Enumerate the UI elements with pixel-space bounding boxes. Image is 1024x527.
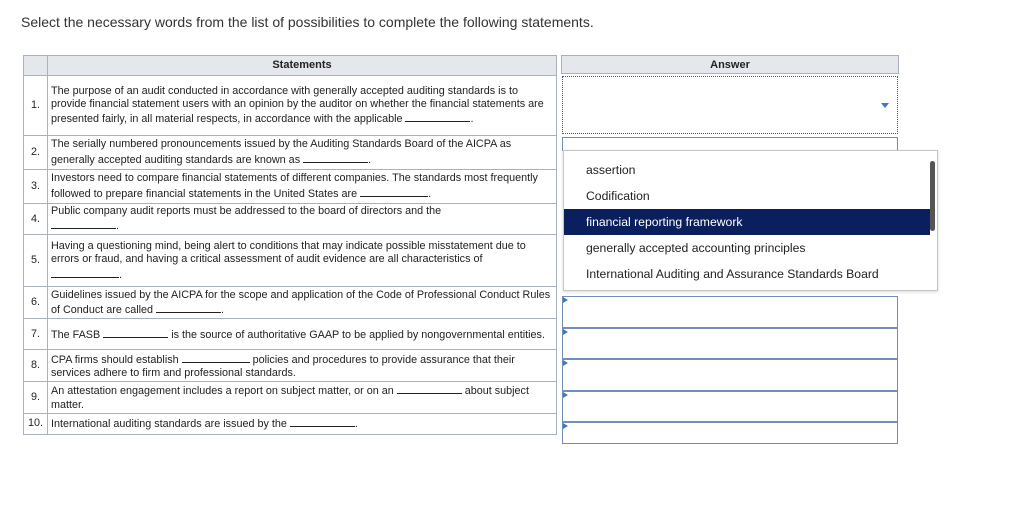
statement-text: Public company audit reports must be addressed to the board of directors and the .	[48, 204, 557, 235]
table-row	[24, 235, 557, 287]
row-number: 1.	[24, 76, 48, 136]
statement-text: CPA firms should establish policies and procedures to provide assurance that their services adhere to firm and professional standards.	[48, 350, 557, 382]
statement-text: Investors need to compare financial statements of different companies. The standards most frequently followed to prepare financial statements in the United States are .	[48, 170, 557, 204]
blank-line	[51, 218, 116, 229]
option-gaap[interactable]: generally accepted accounting principles	[586, 241, 806, 255]
option-assertion[interactable]: assertion	[586, 163, 636, 177]
table-row	[24, 287, 557, 319]
blank-line	[290, 416, 355, 427]
table-row	[24, 170, 557, 204]
answer-dropdown-7[interactable]	[562, 328, 898, 359]
dropdown-marker-icon	[563, 297, 568, 303]
answer-header: Answer	[561, 55, 899, 74]
answer-dropdown-2[interactable]	[562, 137, 898, 151]
statements-header: Statements	[48, 56, 557, 76]
row-number: 3.	[24, 170, 48, 204]
row-number: 2.	[24, 136, 48, 170]
statement-text: Guidelines issued by the AICPA for the scope and application of the Code of Professional Conduct Rules of Conduct are called .	[48, 287, 557, 319]
table-row	[24, 382, 557, 413]
dropdown-scrollbar[interactable]	[930, 161, 935, 231]
statement-text: The serially numbered pronouncements issued by the Auditing Standards Board of the AICPA as generally accepted auditing standards are known as .	[48, 136, 557, 170]
statement-text: Having a questioning mind, being alert to conditions that may indicate possible misstatement due to errors or fraud, and having a critical assessment of audit evidence are all characteristics of .	[48, 235, 557, 287]
row-number: 10.	[24, 413, 48, 434]
blank-line	[103, 327, 168, 338]
statement-text: The FASB is the source of authoritative GAAP to be applied by nongovernmental entities.	[48, 319, 557, 350]
dropdown-marker-icon	[563, 392, 568, 398]
blank-line	[405, 111, 470, 122]
answer-dropdown-1[interactable]	[562, 76, 898, 134]
table-row	[24, 204, 557, 235]
table-row	[24, 136, 557, 170]
table-row	[24, 319, 557, 350]
blank-line	[397, 383, 462, 394]
row-number: 8.	[24, 350, 48, 382]
blank-line	[182, 352, 250, 363]
blank-line	[360, 186, 428, 197]
answer-dropdown-9[interactable]	[562, 391, 898, 422]
chevron-down-icon[interactable]	[881, 103, 889, 108]
option-iaasb[interactable]: International Auditing and Assurance Standards Board	[586, 267, 879, 281]
table-row	[24, 350, 557, 382]
dropdown-list	[563, 150, 938, 291]
dropdown-marker-icon	[563, 423, 568, 429]
row-number: 6.	[24, 287, 48, 319]
dropdown-marker-icon	[563, 329, 568, 335]
row-number: 7.	[24, 319, 48, 350]
row-number: 4.	[24, 204, 48, 235]
num-header	[24, 56, 48, 76]
option-financial-reporting-framework[interactable]: financial reporting framework	[564, 209, 930, 235]
row-number: 5.	[24, 235, 48, 287]
answer-dropdown-8[interactable]	[562, 359, 898, 391]
blank-line	[303, 152, 368, 163]
instructions: Select the necessary words from the list of possibilities to complete the following statements.	[21, 14, 594, 30]
option-codification[interactable]: Codification	[586, 189, 650, 203]
table-row	[24, 413, 557, 434]
statement-text: An attestation engagement includes a report on subject matter, or on an about subject matter.	[48, 382, 557, 413]
statement-text: International auditing standards are issued by the .	[48, 413, 557, 434]
statements-table	[23, 55, 557, 435]
row-number: 9.	[24, 382, 48, 413]
answer-dropdown-10[interactable]	[562, 422, 898, 444]
blank-line	[51, 267, 119, 278]
table-row	[24, 76, 557, 136]
dropdown-marker-icon	[563, 360, 568, 366]
answer-dropdown-6[interactable]	[562, 296, 898, 328]
statement-text: The purpose of an audit conducted in accordance with generally accepted auditing standards is to provide financial statement users with an opinion by the auditor on whether the financial statements are presented fairly, in all material respects, in accordance with the applicable .	[48, 76, 557, 136]
blank-line	[156, 302, 221, 313]
